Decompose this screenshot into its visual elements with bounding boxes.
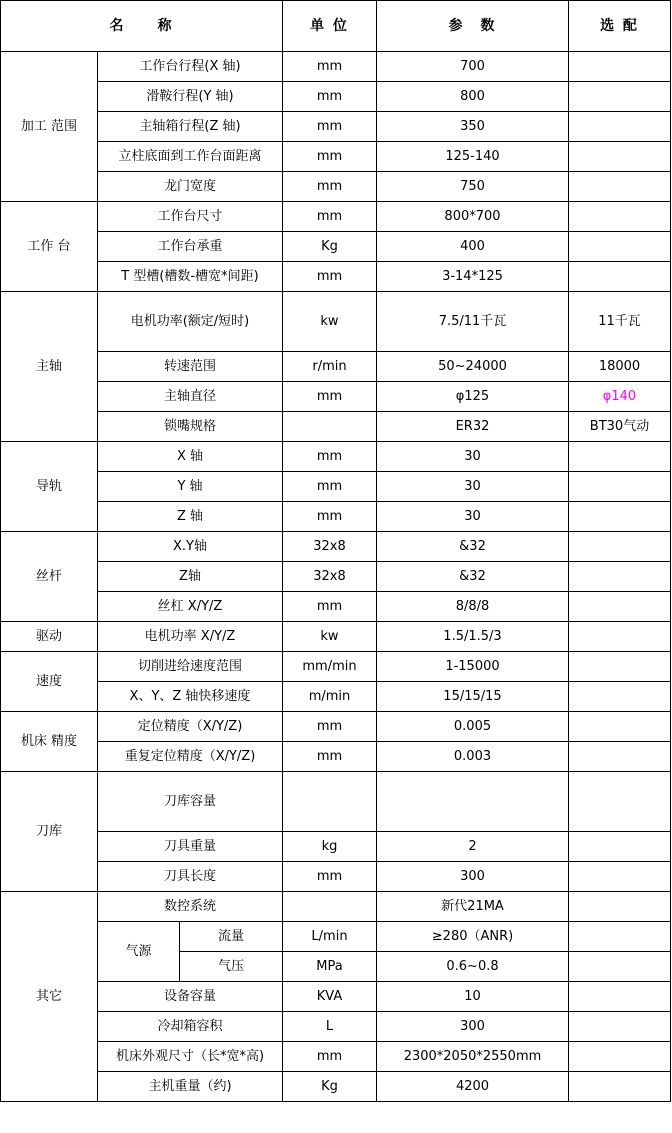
item-cell: T 型槽(槽数-槽宽*间距)	[98, 262, 283, 292]
item-cell: 刀库容量	[98, 772, 283, 832]
table-row	[1, 892, 671, 922]
unit-cell: KVA	[283, 982, 377, 1012]
unit-cell: mm	[283, 712, 377, 742]
header-name: 名 称	[1, 1, 283, 52]
unit-cell: Kg	[283, 232, 377, 262]
group-label: 机床 精度	[1, 712, 98, 772]
item-cell: X.Y轴	[98, 532, 283, 562]
table-row	[1, 442, 671, 472]
unit-cell	[283, 892, 377, 922]
value-cell: 7.5/11千瓦	[377, 292, 569, 352]
table-row	[1, 262, 671, 292]
option-cell	[569, 262, 671, 292]
unit-cell: mm	[283, 112, 377, 142]
option-cell	[569, 202, 671, 232]
option-cell	[569, 712, 671, 742]
value-cell: 800*700	[377, 202, 569, 232]
item-cell: 刀具长度	[98, 862, 283, 892]
item-cell: 流量	[180, 922, 283, 952]
value-cell: 1.5/1.5/3	[377, 622, 569, 652]
table-row	[1, 232, 671, 262]
table-row	[1, 982, 671, 1012]
unit-cell: mm	[283, 502, 377, 532]
table-row	[1, 592, 671, 622]
item-cell: 转速范围	[98, 352, 283, 382]
option-cell	[569, 82, 671, 112]
value-cell: 350	[377, 112, 569, 142]
table-row	[1, 682, 671, 712]
value-cell: 30	[377, 502, 569, 532]
table-row	[1, 292, 671, 352]
table-row	[1, 352, 671, 382]
sub-group-label: 气源	[98, 922, 180, 982]
value-cell: 750	[377, 172, 569, 202]
option-cell	[569, 52, 671, 82]
item-cell: Z 轴	[98, 502, 283, 532]
item-cell: 丝杠 X/Y/Z	[98, 592, 283, 622]
table-row	[1, 862, 671, 892]
item-cell: 主轴直径	[98, 382, 283, 412]
value-cell: 800	[377, 82, 569, 112]
unit-cell: r/min	[283, 352, 377, 382]
item-cell: 滑鞍行程(Y 轴)	[98, 82, 283, 112]
item-cell: 电机功率 X/Y/Z	[98, 622, 283, 652]
header-param: 参 数	[377, 1, 569, 52]
value-cell: 30	[377, 442, 569, 472]
group-label: 驱动	[1, 622, 98, 652]
item-cell: 主机重量（约)	[98, 1072, 283, 1102]
unit-cell: mm	[283, 592, 377, 622]
option-cell	[569, 1042, 671, 1072]
unit-cell: mm	[283, 82, 377, 112]
option-cell	[569, 172, 671, 202]
group-label: 丝杆	[1, 532, 98, 622]
unit-cell: mm	[283, 862, 377, 892]
option-cell	[569, 502, 671, 532]
value-cell: 8/8/8	[377, 592, 569, 622]
table-row	[1, 1042, 671, 1072]
option-cell	[569, 952, 671, 982]
value-cell: 300	[377, 862, 569, 892]
value-cell: 125-140	[377, 142, 569, 172]
item-cell: 设备容量	[98, 982, 283, 1012]
unit-cell: mm	[283, 742, 377, 772]
table-row	[1, 382, 671, 412]
value-cell: 4200	[377, 1072, 569, 1102]
table-row	[1, 622, 671, 652]
group-label: 工作 台	[1, 202, 98, 292]
item-cell: Y 轴	[98, 472, 283, 502]
option-cell	[569, 142, 671, 172]
value-cell: ≥280（ANR)	[377, 922, 569, 952]
table-row	[1, 1072, 671, 1102]
value-cell: 1-15000	[377, 652, 569, 682]
option-cell	[569, 1072, 671, 1102]
item-cell: 龙门宽度	[98, 172, 283, 202]
value-cell: 300	[377, 1012, 569, 1042]
option-cell	[569, 652, 671, 682]
item-cell: X 轴	[98, 442, 283, 472]
item-cell: 切削进给速度范围	[98, 652, 283, 682]
unit-cell: mm	[283, 382, 377, 412]
item-cell: 工作台尺寸	[98, 202, 283, 232]
option-cell	[569, 862, 671, 892]
unit-cell: mm/min	[283, 652, 377, 682]
option-cell: BT30气动	[569, 412, 671, 442]
unit-cell: kw	[283, 292, 377, 352]
value-cell: 2300*2050*2550mm	[377, 1042, 569, 1072]
value-cell: 15/15/15	[377, 682, 569, 712]
group-label: 刀库	[1, 772, 98, 892]
table-row	[1, 142, 671, 172]
item-cell: 定位精度（X/Y/Z)	[98, 712, 283, 742]
value-cell: ER32	[377, 412, 569, 442]
item-cell: 气压	[180, 952, 283, 982]
item-cell: 冷却箱容积	[98, 1012, 283, 1042]
table-row	[1, 772, 671, 832]
option-cell: 18000	[569, 352, 671, 382]
unit-cell: m/min	[283, 682, 377, 712]
unit-cell: MPa	[283, 952, 377, 982]
unit-cell: kg	[283, 832, 377, 862]
option-cell	[569, 832, 671, 862]
option-cell	[569, 562, 671, 592]
table-row	[1, 712, 671, 742]
value-cell: 0.003	[377, 742, 569, 772]
value-cell: 新代21MA	[377, 892, 569, 922]
unit-cell: Kg	[283, 1072, 377, 1102]
unit-cell: kw	[283, 622, 377, 652]
table-row	[1, 532, 671, 562]
group-label: 导轨	[1, 442, 98, 532]
option-cell: 11千瓦	[569, 292, 671, 352]
value-cell: 0.6~0.8	[377, 952, 569, 982]
item-cell: X、Y、Z 轴快移速度	[98, 682, 283, 712]
item-cell: 主轴箱行程(Z 轴)	[98, 112, 283, 142]
option-cell	[569, 472, 671, 502]
unit-cell: 32x8	[283, 562, 377, 592]
item-cell: 重复定位精度（X/Y/Z)	[98, 742, 283, 772]
table-row	[1, 472, 671, 502]
unit-cell	[283, 772, 377, 832]
item-cell: 工作台承重	[98, 232, 283, 262]
option-cell	[569, 592, 671, 622]
value-cell: &32	[377, 562, 569, 592]
unit-cell: mm	[283, 262, 377, 292]
value-cell: 2	[377, 832, 569, 862]
unit-cell: L/min	[283, 922, 377, 952]
option-cell	[569, 1012, 671, 1042]
option-cell	[569, 982, 671, 1012]
value-cell: 700	[377, 52, 569, 82]
item-cell: 机床外观尺寸（长*宽*高)	[98, 1042, 283, 1072]
option-cell	[569, 742, 671, 772]
table-row	[1, 202, 671, 232]
table-row	[1, 412, 671, 442]
item-cell: 锁嘴规格	[98, 412, 283, 442]
item-cell: 工作台行程(X 轴)	[98, 52, 283, 82]
value-cell	[377, 772, 569, 832]
item-cell: 刀具重量	[98, 832, 283, 862]
header-row	[1, 1, 671, 52]
table-row	[1, 172, 671, 202]
unit-cell: mm	[283, 1042, 377, 1072]
value-cell: &32	[377, 532, 569, 562]
unit-cell: mm	[283, 52, 377, 82]
table-row	[1, 502, 671, 532]
header-option: 选 配	[569, 1, 671, 52]
unit-cell	[283, 412, 377, 442]
unit-cell: mm	[283, 172, 377, 202]
unit-cell: L	[283, 1012, 377, 1042]
option-cell	[569, 232, 671, 262]
value-cell: 3-14*125	[377, 262, 569, 292]
item-cell: 立柱底面到工作台面距离	[98, 142, 283, 172]
table-row	[1, 922, 671, 952]
unit-cell: 32x8	[283, 532, 377, 562]
unit-cell: mm	[283, 202, 377, 232]
value-cell: 10	[377, 982, 569, 1012]
table-row	[1, 562, 671, 592]
value-cell: 30	[377, 472, 569, 502]
option-cell	[569, 622, 671, 652]
option-cell	[569, 892, 671, 922]
header-unit: 单 位	[283, 1, 377, 52]
table-row	[1, 112, 671, 142]
item-cell: 数控系统	[98, 892, 283, 922]
table-row	[1, 832, 671, 862]
value-cell: φ125	[377, 382, 569, 412]
unit-cell: mm	[283, 142, 377, 172]
item-cell: Z轴	[98, 562, 283, 592]
table-row	[1, 652, 671, 682]
group-label: 主轴	[1, 292, 98, 442]
option-cell	[569, 532, 671, 562]
table-row	[1, 52, 671, 82]
item-cell: 电机功率(额定/短时)	[98, 292, 283, 352]
unit-cell: mm	[283, 442, 377, 472]
option-cell	[569, 772, 671, 832]
table-row	[1, 742, 671, 772]
option-cell	[569, 922, 671, 952]
group-label: 速度	[1, 652, 98, 712]
group-label: 其它	[1, 892, 98, 1102]
option-cell-highlight: φ140	[569, 382, 671, 412]
value-cell: 50~24000	[377, 352, 569, 382]
table-row	[1, 82, 671, 112]
unit-cell: mm	[283, 472, 377, 502]
value-cell: 0.005	[377, 712, 569, 742]
table-row	[1, 1012, 671, 1042]
option-cell	[569, 112, 671, 142]
group-label: 加工 范围	[1, 52, 98, 202]
option-cell	[569, 682, 671, 712]
option-cell	[569, 442, 671, 472]
value-cell: 400	[377, 232, 569, 262]
